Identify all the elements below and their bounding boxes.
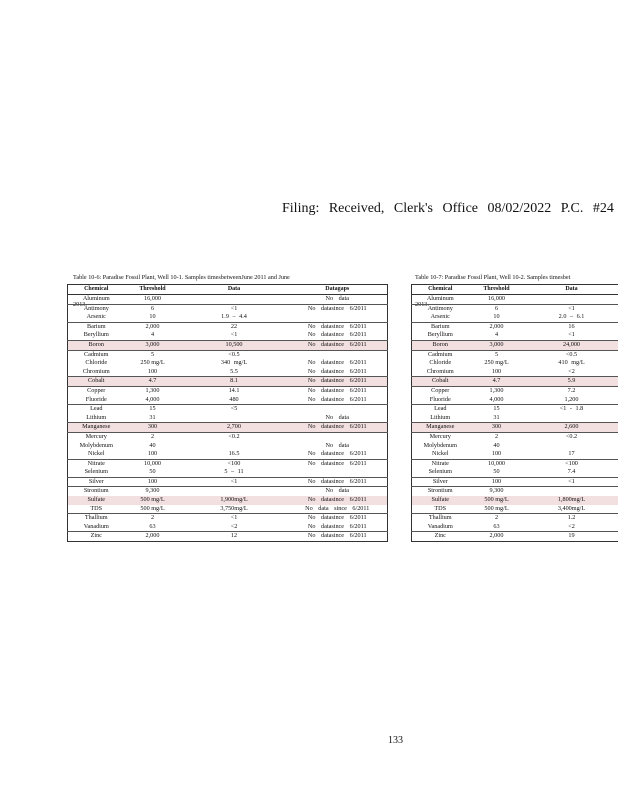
threshold-cell: 250 mg/L (484, 359, 509, 367)
datagap-cell (288, 468, 388, 477)
threshold-cell: 15 (469, 405, 525, 414)
chemical-cell: Thallium (68, 514, 125, 523)
table-row (412, 523, 618, 532)
data-cell: 2,700 (181, 423, 288, 433)
right-caption-line1: Table 10-7: Paradise Fossil Plant, Well 10-2. Samples timesbet (415, 274, 571, 281)
data-cell: <100 (181, 459, 288, 468)
left-header-row (68, 285, 388, 295)
table-row (68, 450, 388, 459)
chemical-cell: Boron (68, 340, 125, 350)
chemical-cell: Arsenic (86, 313, 106, 321)
chemical-cell: Sulfate (68, 496, 125, 505)
data-cell: <1 - 1.8 (525, 405, 618, 414)
chemical-cell: Selenium (428, 468, 452, 476)
data-cell: 1.9 – 4.4 (221, 313, 247, 321)
data-cell: <0.5 (181, 350, 288, 359)
datagap-cell: No data (325, 441, 349, 449)
datagap-cell (288, 432, 388, 441)
chemical-cell: Aluminum (426, 295, 454, 302)
data-cell: 1,800mg/L (525, 496, 618, 505)
table-row (68, 304, 388, 313)
data-cell (181, 295, 288, 305)
threshold-cell: 2,000 (125, 322, 181, 331)
chemical-cell: Lithium (430, 413, 451, 421)
table-row (412, 450, 618, 459)
data-cell: 8.1 (181, 377, 288, 387)
data-cell: 17 (568, 450, 575, 458)
threshold-cell: 2,000 (469, 532, 525, 542)
chemical-cell: Arsenic (430, 313, 450, 321)
col-header-data: Data (181, 285, 288, 295)
data-cell: 2,600 (525, 423, 618, 433)
chemical-cell: Chromium (82, 367, 110, 375)
threshold-cell: 63 (149, 522, 156, 530)
threshold-cell: 300 (469, 423, 525, 433)
table-row (68, 414, 388, 423)
data-cell: 3,750mg/L (220, 504, 248, 512)
threshold-cell: 31 (493, 413, 500, 421)
data-cell: <0.5 (525, 350, 618, 359)
table-row (68, 505, 388, 514)
col-header-threshold: Threshold (125, 285, 181, 295)
left-data-table (67, 284, 388, 542)
chemical-cell: Thallium (412, 514, 469, 523)
chemical-cell: Antimony (68, 304, 125, 313)
chemical-cell: Sulfate (412, 496, 469, 505)
threshold-cell: 4.7 (125, 377, 181, 387)
threshold-cell: 50 (493, 468, 500, 476)
data-cell: <0.2 (525, 432, 618, 441)
data-cell: 410 mg/L (558, 359, 585, 367)
threshold-cell: 500 mg/L (140, 504, 165, 512)
table-row (412, 468, 618, 477)
col-header-data: Data (525, 285, 618, 295)
data-cell: 1,900mg/L (181, 496, 288, 505)
left-caption-line1: Table 10-6: Paradise Fossil Plant, Well 10-1. Samples timesbetweenJune 2011 and June (73, 274, 290, 281)
threshold-cell: 500 mg/L (125, 496, 181, 505)
table-row (412, 350, 618, 359)
data-cell: <1 (230, 331, 238, 339)
chemical-cell: Molybdenum (79, 441, 113, 449)
table-row (412, 487, 618, 496)
data-cell: 1.2 (525, 514, 618, 523)
threshold-cell: 6 (125, 304, 181, 313)
datagap-cell (288, 405, 388, 414)
datagap-cell: No datasince 6/2011 (288, 377, 388, 387)
chemical-cell: Chloride (85, 359, 108, 367)
datagap-cell: No datasince 6/2011 (288, 322, 388, 331)
left-table-container (67, 284, 388, 542)
table-row (412, 295, 618, 305)
threshold-cell: 2 (469, 432, 525, 441)
threshold-cell: 3,000 (469, 340, 525, 350)
col-header-chemical: Chemical (68, 285, 125, 295)
datagap-cell: No datasince 6/2011 (288, 477, 388, 487)
chemical-cell: Silver (68, 477, 125, 487)
table-row (412, 532, 618, 542)
chemical-cell: Lead (68, 405, 125, 414)
threshold-cell: 4.7 (469, 377, 525, 387)
threshold-cell: 16,000 (143, 295, 161, 302)
table-row (412, 331, 618, 340)
table-row (412, 359, 618, 368)
table-row (412, 432, 618, 441)
data-cell (525, 487, 618, 496)
threshold-cell: 10 (493, 313, 500, 321)
threshold-cell: 100 (491, 450, 502, 458)
chemical-cell: Copper (412, 386, 469, 395)
threshold-cell: 5 (469, 350, 525, 359)
chemical-cell: Molybdenum (423, 441, 457, 449)
table-row (68, 295, 388, 305)
chemical-cell: Beryllium (83, 331, 109, 339)
chemical-cell: Cobalt (68, 377, 125, 387)
table-row (412, 405, 618, 414)
chemical-cell: Selenium (84, 468, 108, 476)
table-row (412, 442, 618, 451)
data-cell: 5.9 (525, 377, 618, 387)
data-cell: 22 (181, 322, 288, 331)
chemical-cell: Beryllium (427, 331, 453, 339)
right-data-table (411, 284, 618, 542)
threshold-cell: 40 (149, 441, 156, 449)
data-cell (181, 487, 288, 496)
chemical-cell: Zinc (68, 532, 125, 542)
data-cell: <2 (230, 522, 238, 530)
data-cell: 1,200 (564, 395, 579, 403)
chemical-cell: Nickel (88, 450, 105, 458)
chemical-cell: Barium (412, 322, 469, 331)
table-row (412, 496, 618, 505)
data-cell: 480 (229, 395, 239, 403)
datagap-cell: No datasince 6/2011 (288, 459, 388, 468)
chemical-cell: Silver (412, 477, 469, 487)
table-row (68, 386, 388, 395)
threshold-cell: 2 (469, 514, 525, 523)
chemical-cell: Nickel (432, 450, 449, 458)
chemical-cell: Boron (412, 340, 469, 350)
datagap-cell: No data (288, 487, 388, 496)
table-row (68, 377, 388, 387)
chemical-cell: Mercury (68, 432, 125, 441)
chemical-cell: Barium (68, 322, 125, 331)
data-cell: <100 (525, 459, 618, 468)
chemical-cell: Chloride (429, 359, 452, 367)
chemical-cell: Manganese (412, 423, 469, 433)
data-cell: <1 (525, 304, 618, 313)
data-cell: <2 (568, 522, 575, 530)
chemical-cell: Cadmium (68, 350, 125, 359)
threshold-cell: 1,300 (469, 386, 525, 395)
data-cell (181, 442, 288, 451)
chemical-cell: Aluminum (82, 295, 110, 302)
table-row (68, 423, 388, 433)
datagap-cell: No datasince 6/2011 (288, 514, 388, 523)
table-row (68, 459, 388, 468)
table-row (412, 514, 618, 523)
datagap-cell (288, 313, 388, 322)
datagap-cell: No datasince 6/2011 (307, 359, 367, 367)
col-header-threshold: Threshold (469, 285, 525, 295)
threshold-cell: 2 (125, 432, 181, 441)
threshold-cell: 10,000 (125, 459, 181, 468)
table-row (412, 304, 618, 313)
table-row (412, 368, 618, 377)
table-row (68, 331, 388, 340)
table-row (68, 396, 388, 405)
datagap-cell: No data since 6/2011 (305, 504, 370, 512)
threshold-cell: 10,000 (469, 459, 525, 468)
threshold-cell: 100 (491, 367, 502, 375)
col-header-datagaps: Datagaps (288, 285, 388, 295)
table-row (68, 487, 388, 496)
data-cell: <0.2 (181, 432, 288, 441)
chemical-cell: Strontium (412, 487, 469, 496)
data-cell: <5 (181, 405, 288, 414)
chemical-cell: Manganese (68, 423, 125, 433)
threshold-cell: 300 (125, 423, 181, 433)
chemical-cell: Mercury (412, 432, 469, 441)
table-row (68, 340, 388, 350)
threshold-cell: 2,000 (125, 532, 181, 542)
threshold-cell: 2,000 (469, 322, 525, 331)
data-cell (181, 414, 288, 423)
datagap-cell: No datasince 6/2011 (288, 423, 388, 433)
data-cell: <1 (181, 304, 288, 313)
table-row (412, 386, 618, 395)
data-cell (525, 414, 618, 423)
chemical-cell: Lithium (86, 413, 107, 421)
right-header-row (412, 285, 618, 295)
chemical-cell: Cobalt (412, 377, 469, 387)
threshold-cell: 100 (147, 367, 158, 375)
data-cell: 12 (181, 532, 288, 542)
chemical-cell: TDS (434, 504, 447, 512)
threshold-cell: 100 (147, 450, 158, 458)
data-cell: 14.1 (181, 386, 288, 395)
data-cell (525, 442, 618, 451)
chemical-cell: Cadmium (412, 350, 469, 359)
right-table-container (411, 284, 618, 542)
data-cell: 16.5 (228, 450, 240, 458)
threshold-cell: 63 (493, 522, 500, 530)
table-row (412, 477, 618, 487)
chemical-cell: Nitrate (68, 459, 125, 468)
table-row (412, 313, 618, 322)
chemical-cell: Strontium (68, 487, 125, 496)
data-cell: 2.0 – 6.1 (558, 313, 585, 321)
threshold-cell: 100 (125, 477, 181, 487)
table-row (68, 523, 388, 532)
threshold-cell: 1,300 (125, 386, 181, 395)
data-cell: 340 mg/L (220, 359, 248, 367)
datagap-cell: No datasince 6/2011 (288, 304, 388, 313)
chemical-cell: Vanadium (427, 522, 453, 530)
threshold-cell: 16,000 (487, 295, 505, 302)
table-row (68, 432, 388, 441)
chemical-cell: Antimony (412, 304, 469, 313)
threshold-cell: 5 (125, 350, 181, 359)
datagap-cell: No data (325, 295, 349, 302)
threshold-cell: 100 (469, 477, 525, 487)
table-row (68, 496, 388, 505)
table-row (412, 414, 618, 423)
threshold-cell: 40 (493, 441, 500, 449)
chemical-cell: Copper (68, 386, 125, 395)
chemical-cell: TDS (90, 504, 103, 512)
chemical-cell: Vanadium (83, 522, 109, 530)
threshold-cell: 15 (125, 405, 181, 414)
col-header-chemical: Chemical (412, 285, 469, 295)
table-row (68, 405, 388, 414)
table-row (412, 377, 618, 387)
data-cell: <2 (568, 367, 575, 375)
table-row (68, 322, 388, 331)
threshold-cell: 500 mg/L (484, 504, 509, 512)
page-number: 133 (388, 735, 403, 746)
table-row (68, 442, 388, 451)
data-cell: 16 (525, 322, 618, 331)
table-row (68, 350, 388, 359)
threshold-cell: 10 (149, 313, 156, 321)
threshold-cell: 500 mg/L (469, 496, 525, 505)
datagap-cell: No datasince 6/2011 (288, 386, 388, 395)
datagap-cell: No datasince 6/2011 (307, 367, 367, 375)
chemical-cell: Chromium (426, 367, 454, 375)
chemical-cell: Fluoride (429, 395, 451, 403)
datagap-cell: No datasince 6/2011 (288, 532, 388, 542)
data-cell: 24,000 (525, 340, 618, 350)
data-cell: <1 (525, 477, 618, 487)
table-row (68, 477, 388, 487)
datagap-cell: No datasince 6/2011 (307, 395, 367, 403)
threshold-cell: 9,300 (469, 487, 525, 496)
chemical-cell: Lead (412, 405, 469, 414)
data-cell: 10,500 (181, 340, 288, 350)
threshold-cell: 9,300 (125, 487, 181, 496)
table-row (68, 313, 388, 322)
data-cell: <1 (568, 331, 575, 339)
data-cell: 7.2 (525, 386, 618, 395)
data-cell (525, 295, 618, 305)
data-cell: 19 (525, 532, 618, 542)
threshold-cell: 4 (494, 331, 499, 339)
datagap-cell: No datasince 6/2011 (307, 522, 367, 530)
data-cell: 3,400mg/L (557, 504, 586, 512)
datagap-cell (288, 350, 388, 359)
table-row (68, 468, 388, 477)
data-cell: <1 (181, 514, 288, 523)
table-row (412, 322, 618, 331)
threshold-cell: 250 mg/L (140, 359, 165, 367)
table-row (68, 532, 388, 542)
table-row (412, 459, 618, 468)
right-caption-line2: 2013. (415, 301, 429, 308)
threshold-cell: 3,000 (125, 340, 181, 350)
threshold-cell: 6 (469, 304, 525, 313)
data-cell: 5.5 (230, 367, 238, 375)
threshold-cell: 4,000 (145, 395, 160, 403)
chemical-cell: Fluoride (85, 395, 107, 403)
filing-header: Filing: Received, Clerk's Office 08/02/2022 P.C. #24 (282, 201, 614, 216)
data-cell: <1 (181, 477, 288, 487)
data-cell: 7.4 (567, 468, 576, 476)
threshold-cell: 2 (125, 514, 181, 523)
table-row (68, 368, 388, 377)
table-row (412, 505, 618, 514)
table-row (412, 423, 618, 433)
threshold-cell: 4 (150, 331, 155, 339)
threshold-cell: 50 (149, 468, 156, 476)
datagap-cell: No datasince 6/2011 (288, 340, 388, 350)
chemical-cell: Zinc (412, 532, 469, 542)
threshold-cell: 31 (149, 413, 156, 421)
data-cell: 5 – 11 (224, 468, 244, 476)
datagap-cell: No data (325, 413, 349, 421)
table-row (412, 340, 618, 350)
table-row (68, 514, 388, 523)
table-row (412, 396, 618, 405)
datagap-cell: No datasince 6/2011 (307, 331, 367, 339)
left-caption-line2: 2013. (73, 301, 87, 308)
datagap-cell: No datasince 6/2011 (307, 450, 367, 458)
datagap-cell: No datasince 6/2011 (288, 496, 388, 505)
threshold-cell: 4,000 (489, 395, 504, 403)
table-row (68, 359, 388, 368)
chemical-cell: Nitrate (412, 459, 469, 468)
